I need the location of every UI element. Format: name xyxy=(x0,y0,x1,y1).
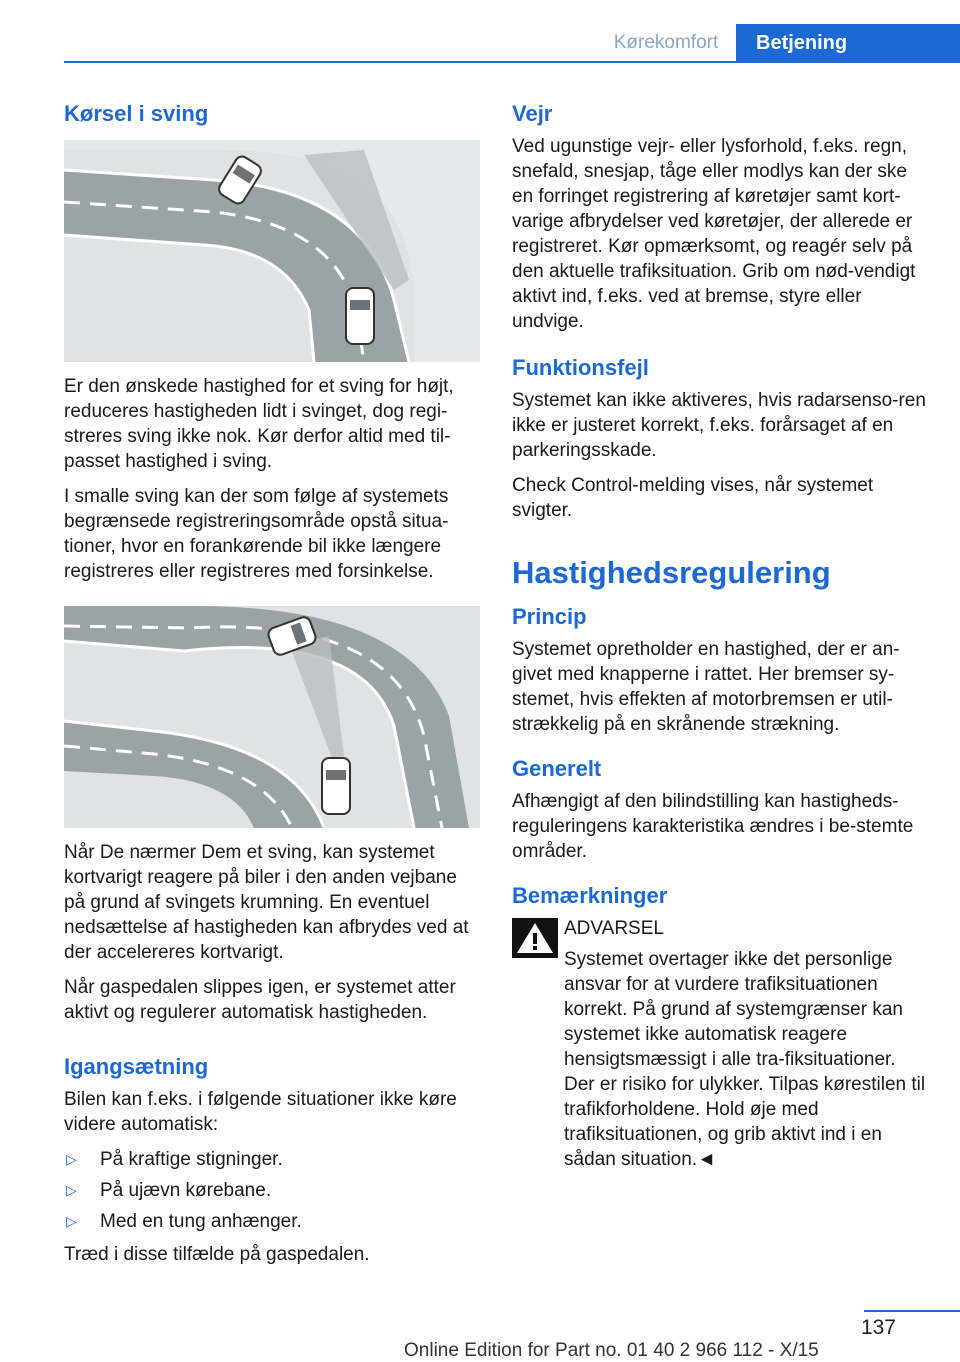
triangle-bullet-icon: ▷ xyxy=(66,1151,77,1167)
heading-vejr: Vejr xyxy=(512,101,553,126)
header-section: Kørekomfort xyxy=(613,32,719,53)
paragraph-6: Træd i disse tilfælde på gaspedalen. xyxy=(64,1244,370,1265)
curve-illustration-1 xyxy=(64,140,480,362)
edition-line: Online Edition for Part no. 01 40 2 966 112 - X/15 xyxy=(404,1340,819,1361)
page-number: 137 xyxy=(860,1316,896,1339)
paragraph-vejr: Ved ugunstige vejr- eller lysforhold, f.eks. regn, snefald, snesjap, tåge eller modlys kan der ske en forringet registrering af køretøjer samt kort-varige afbrydelser ved køretøjer, der allerede er registreret. Kør opmærksomt, og reagér selv på den aktuelle trafiksituation. Grib om nød-vendigt aktivt ind, f.eks. ved at bremse, styre eller undvige. xyxy=(512,136,916,332)
paragraph-5: Bilen kan f.eks. i følgende situationer ikke køre videre automatisk: xyxy=(64,1089,457,1135)
paragraph-2: I smalle sving kan der som følge af systemets begrænsede registreringsområde opstå situa-tioner, hvor en forankørende bil ikke længere registreres eller registreres med forsinkelse. xyxy=(64,486,449,582)
paragraph-princip: Systemet opretholder en hastighed, der er an-givet med knapperne i rattet. Her bremser sy-stemet, hvis effekten af motorbremsen er util-strækkelig på en skrånende strækning. xyxy=(512,639,900,735)
heading-igangsaetning: Igangsætning xyxy=(64,1054,209,1079)
warning-box xyxy=(512,916,928,1172)
list-item: ▷ På kraftige stigninger. xyxy=(66,1149,283,1170)
heading-hastighedsregulering: Hastighedsregulering xyxy=(512,555,831,590)
warning-title: ADVARSEL xyxy=(564,918,664,939)
paragraph-3: Når De nærmer Dem et sving, kan systemet kortvarigt reagere på biler i den anden vejbane på grund af svingets krumning. En eventuel nedsættelse af hastigheden kan afbrydes ved at der accelereres kortvarigt. xyxy=(64,842,469,963)
footer-rule xyxy=(864,1310,960,1312)
conditions-list xyxy=(64,1147,482,1234)
warning-text: Systemet overtager ikke det personlige ansvar for at vurdere trafiksituationen korrekt. På grund af systemgrænser kan systemet ikke automatisk reagere hensigtsmæssigt i alle tra-fiksituationer. Der er risiko for ulykker. Tilpas kørestilen til trafikforholdene. Hold øje med trafiksituationen, og grib aktivt ind i en sådan situation.◄ xyxy=(564,949,926,1170)
list-item: ▷ På ujævn kørebane. xyxy=(66,1180,272,1201)
right-column xyxy=(512,100,928,1182)
triangle-bullet-icon: ▷ xyxy=(66,1182,77,1198)
paragraph-fejl-1: Systemet kan ikke aktiveres, hvis radarsenso-ren ikke er justeret korrekt, f.eks. forårsaget af en parkeringsskade. xyxy=(512,390,926,461)
paragraph-4: Når gaspedalen slippes igen, er systemet atter aktivt og regulerer automatisk hastigheden. xyxy=(64,977,456,1023)
heading-generelt: Generelt xyxy=(512,756,602,781)
heading-bemaerkninger: Bemærkninger xyxy=(512,883,668,908)
list-item: ▷ Med en tung anhænger. xyxy=(66,1211,302,1232)
curve-illustration-2 xyxy=(64,606,480,828)
heading-koersel-i-sving: Kørsel i sving xyxy=(64,101,209,126)
paragraph-1: Er den ønskede hastighed for et sving for højt, reduceres hastigheden lidt i svinget, dog regi-streres sving ikke nok. Kør derfor altid med til-passet hastighed i sving. xyxy=(64,376,454,472)
triangle-bullet-icon: ▷ xyxy=(66,1213,77,1229)
heading-funktionsfejl: Funktionsfejl xyxy=(512,355,649,380)
warning-triangle-icon xyxy=(512,918,558,958)
paragraph-generelt: Afhængigt af den bilindstilling kan hastigheds-reguleringens karakteristika ændres i be-stemte områder. xyxy=(512,791,914,862)
header-chapter: Betjening xyxy=(736,24,960,62)
paragraph-fejl-2: Check Control-melding vises, når systemet svigter. xyxy=(512,475,874,521)
heading-princip: Princip xyxy=(512,604,587,629)
left-column xyxy=(64,100,482,1277)
